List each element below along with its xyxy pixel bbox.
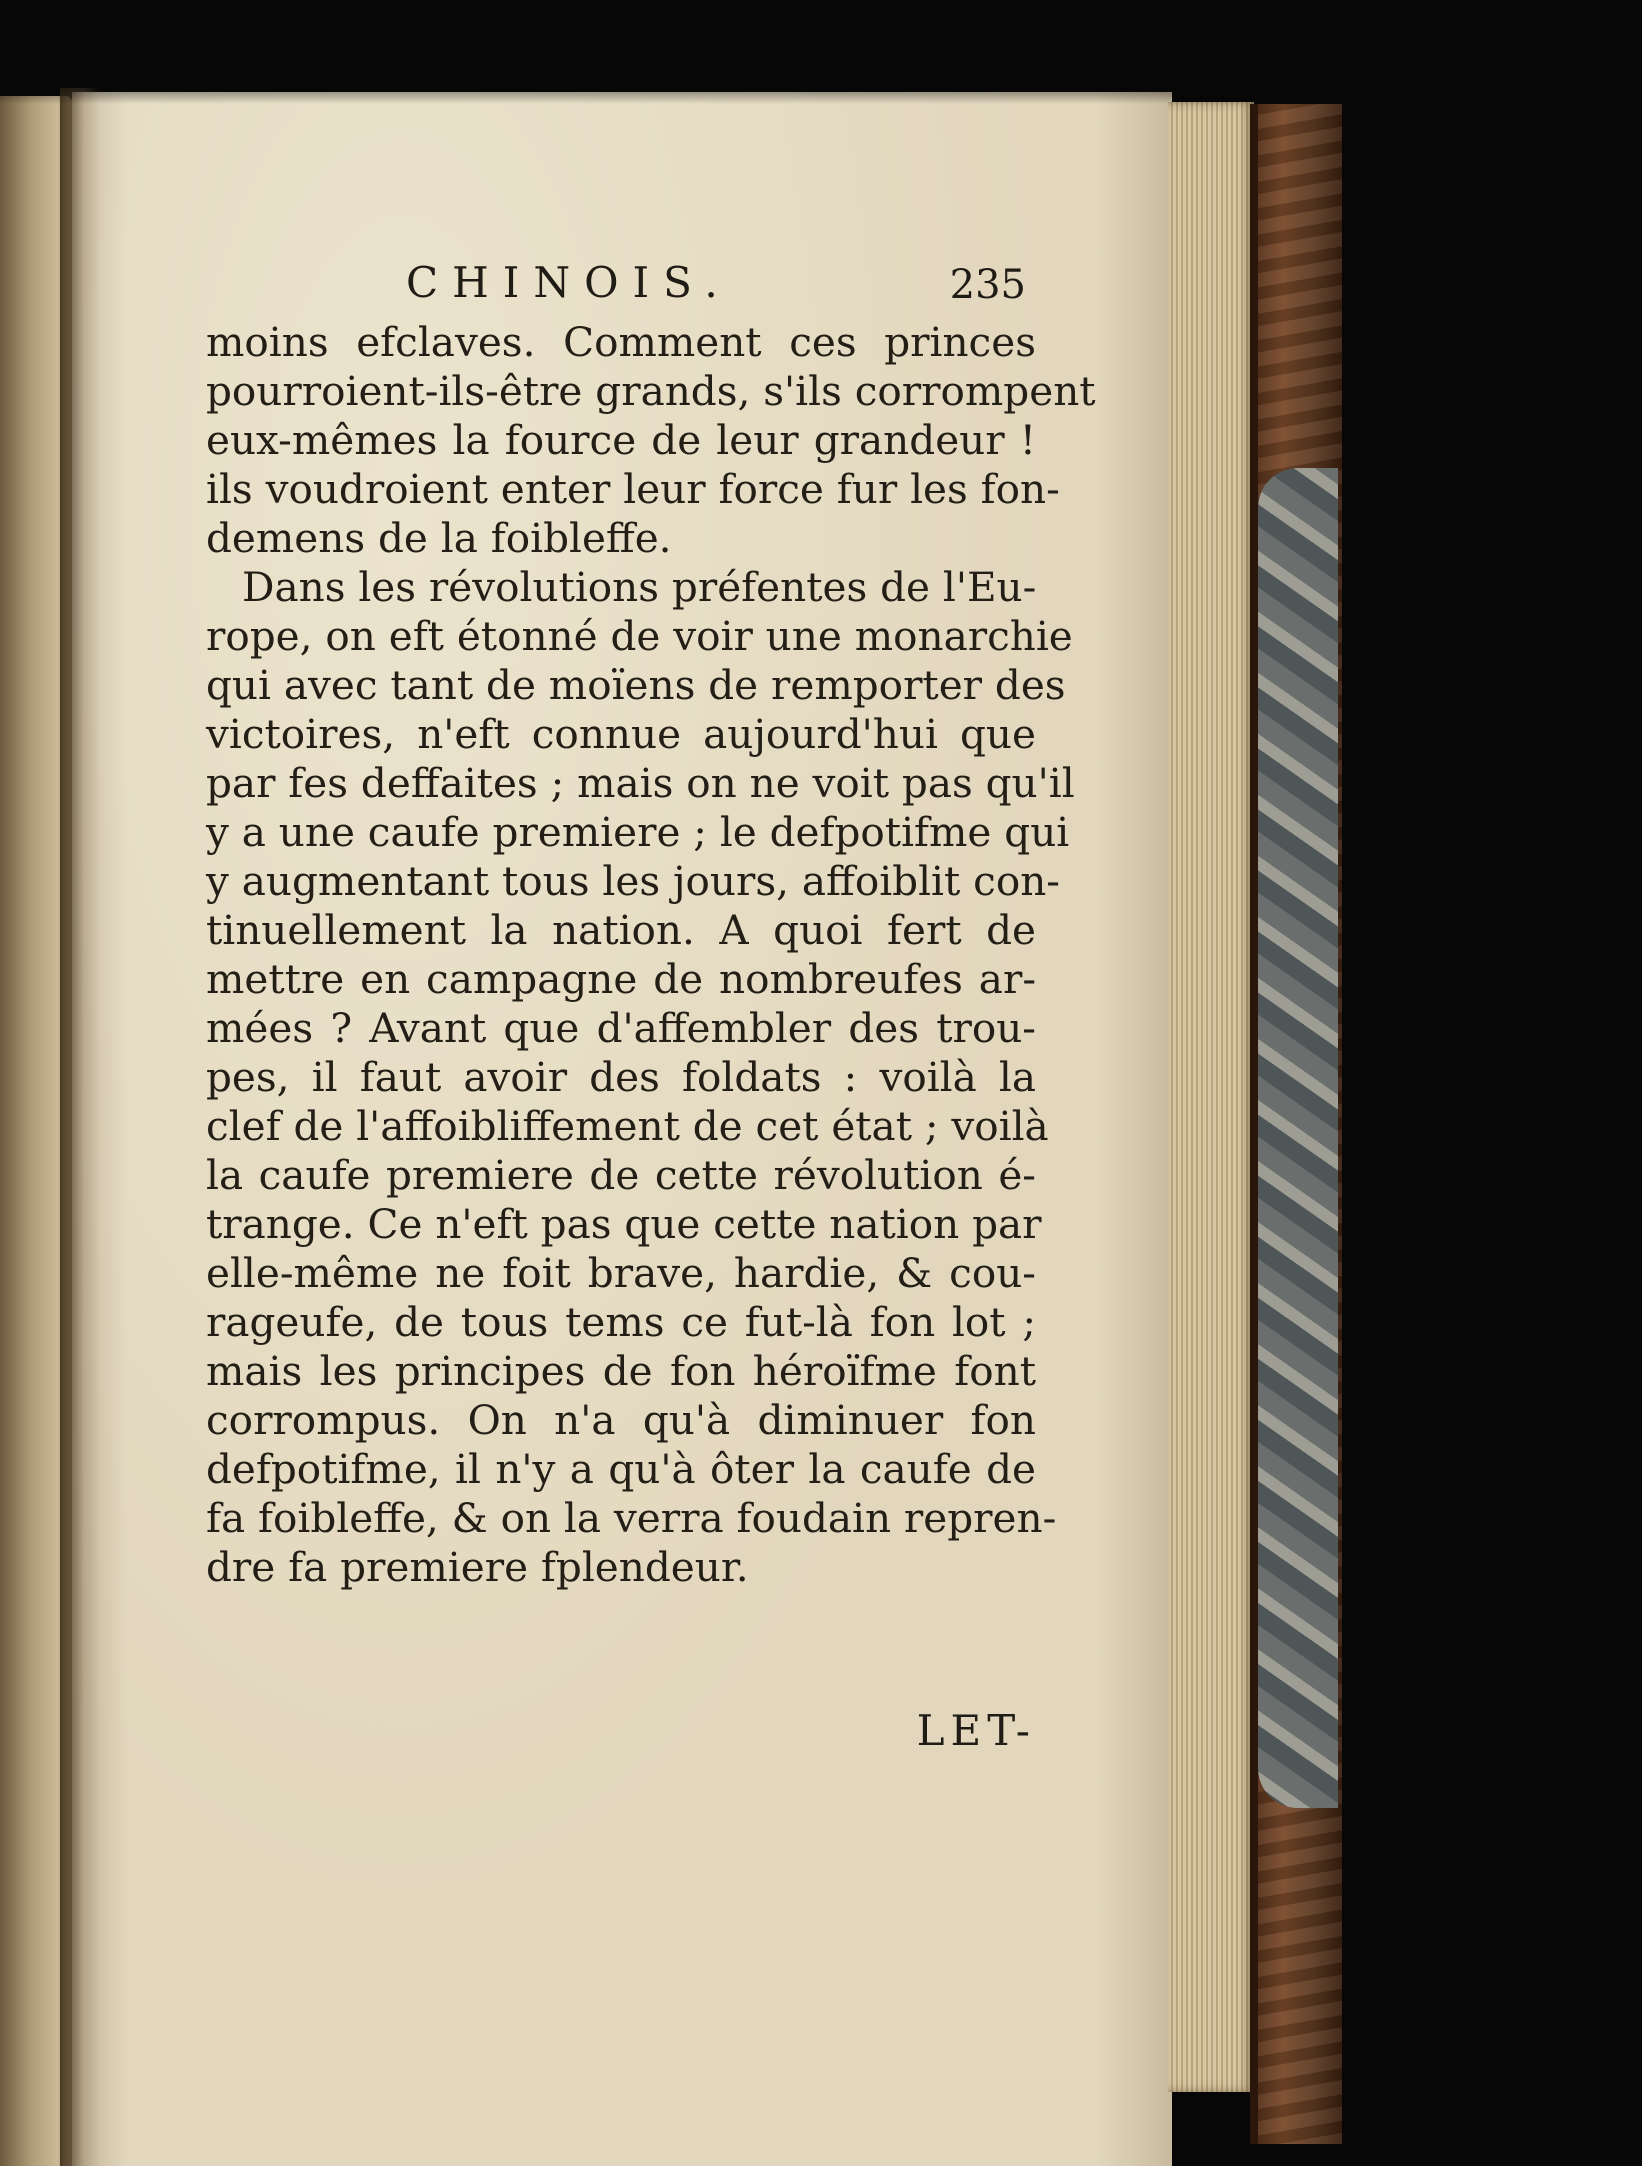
text-line: defpotifme, il n'y a qu'à ôter la caufe de [206,1445,1036,1493]
text-line: corrompus. On n'a qu'à diminuer fon [206,1396,1036,1444]
text-line: la caufe premiere de cette révolution é- [206,1151,1036,1199]
text-line: clef de l'affoibliffement de cet état ; voilà [206,1102,1049,1150]
text-line: rope, on eft étonné de voir une monarchie [206,612,1073,660]
running-head [206,258,1036,314]
text-line: y augmentant tous les jours, affoiblit con- [206,857,1060,905]
text-line: rageufe, de tous tems ce fut-là fon lot ; [206,1298,1036,1346]
page-block-edges [1168,102,1254,2092]
text-line: y a une caufe premiere ; le defpotifme qui [206,808,1070,856]
text-line: eux-mêmes la fource de leur grandeur ! [206,416,1036,464]
text-line: trange. Ce n'eft pas que cette nation par [206,1200,1042,1248]
text-line: tinuellement la nation. A quoi fert de [206,906,1036,954]
text-line: qui avec tant de moïens de remporter des [206,661,1066,709]
running-title: CHINOIS. [406,258,732,307]
page-number: 235 [949,262,1026,308]
text-line: victoires, n'eft connue aujourd'hui que [206,710,1036,758]
text-line: Dans les révolutions préfentes de l'Eu- [242,563,1037,611]
text-line: mées ? Avant que d'affembler des trou- [206,1004,1036,1052]
text-line: dre fa premiere fplendeur. [206,1543,749,1591]
text-line: elle-même ne foit brave, hardie, & cou- [206,1249,1036,1297]
cover-edge [1250,104,1258,2144]
text-line: par fes deffaites ; mais on ne voit pas qu'il [206,759,1075,807]
catchword: LET- [916,1706,1036,1755]
text-line: demens de la foibleffe. [206,514,672,562]
text-line: ils voudroient enter leur force fur les fon- [206,465,1060,513]
text-line: mais les principes de fon héroïfme font [206,1347,1036,1395]
top-shadow [0,70,1342,104]
text-line: pes, il faut avoir des foldats : voilà la [206,1053,1036,1101]
body-text [206,318,1096,1592]
text-line: pourroient-ils-être grands, s'ils corrompent [206,367,1096,415]
text-line: moins efclaves. Comment ces princes [206,318,1036,366]
page-gutter [60,88,100,2166]
text-line: fa foibleffe, & on la verra foudain repren- [206,1494,1057,1542]
text-line: mettre en campagne de nombreufes ar- [206,955,1036,1003]
marbled-paper [1258,468,1338,1808]
